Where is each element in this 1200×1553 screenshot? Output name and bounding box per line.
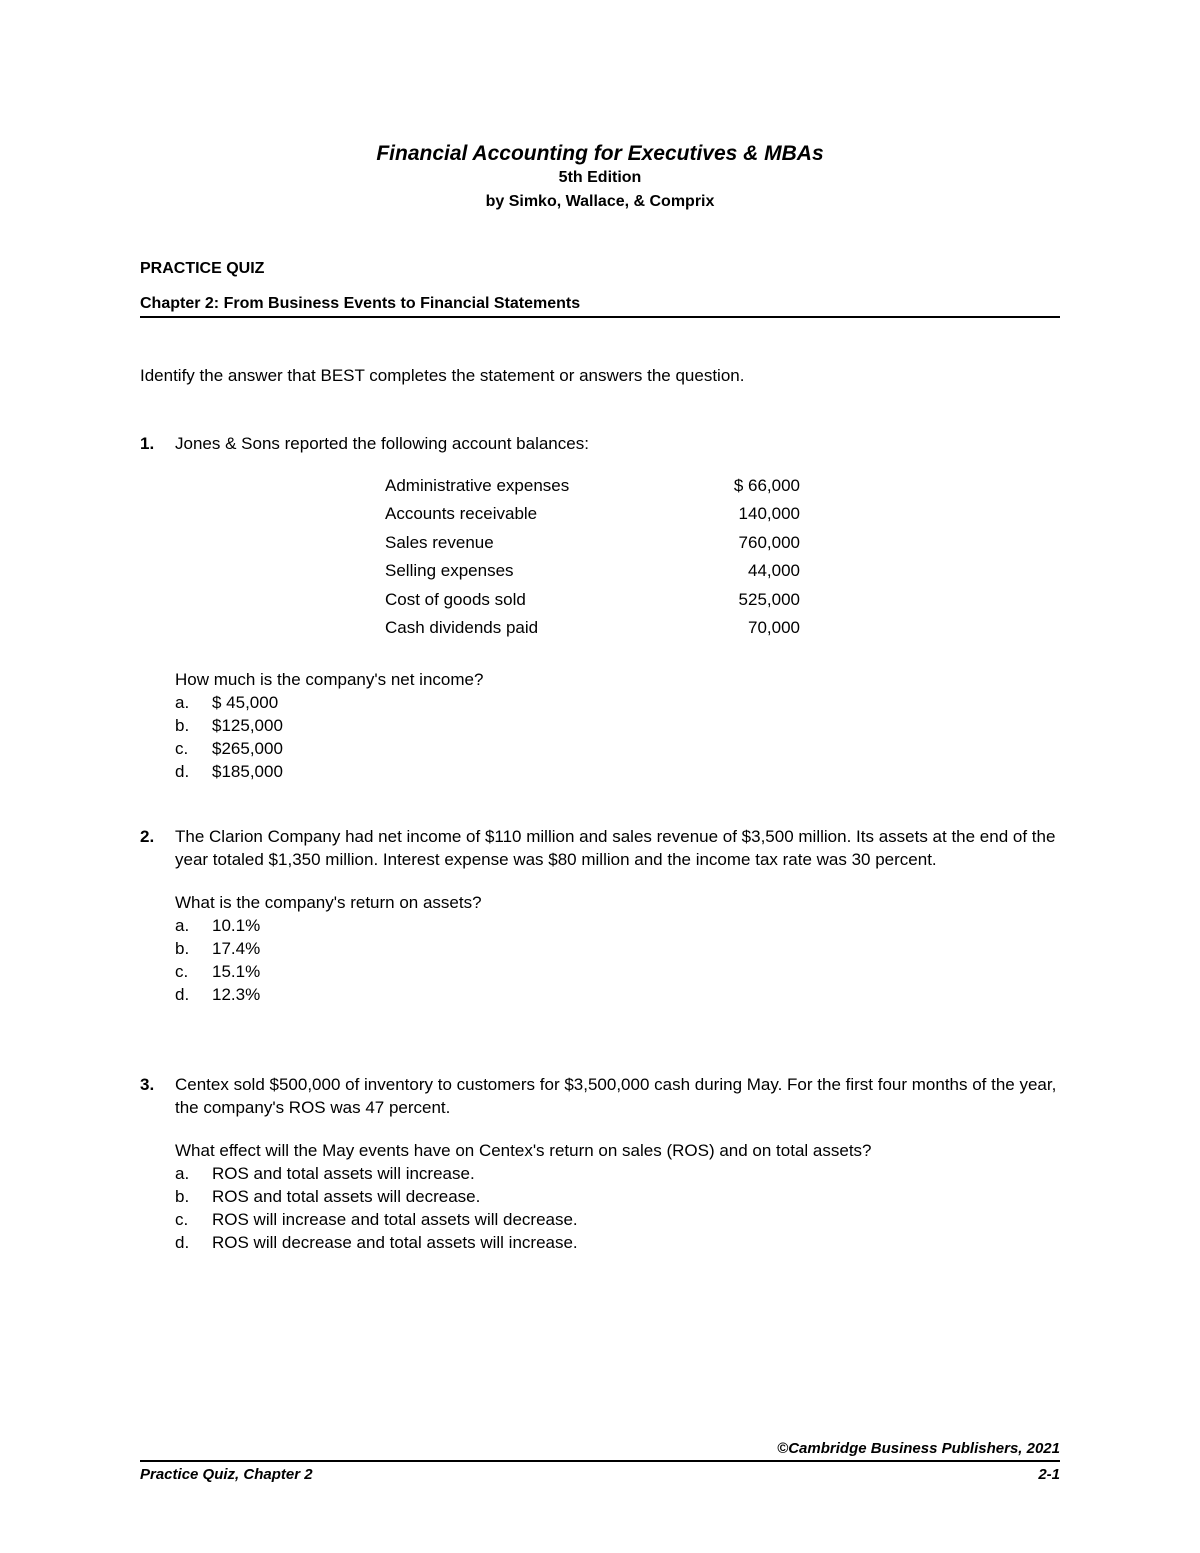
account-amount: 70,000	[748, 617, 800, 637]
account-name: Cash dividends paid	[385, 617, 539, 637]
account-name: Sales revenue	[385, 532, 494, 552]
answer-choice-a[interactable]: a. $ 45,000	[175, 693, 279, 712]
question-1	[140, 432, 1060, 455]
answer-choice-d[interactable]: d. ROS will decrease and total assets will increase.	[175, 1233, 578, 1252]
question-text: Centex sold $500,000 of inventory to customers for $3,500,000 cash during May. For the first four months of the year, the company's ROS was 47 percent.	[175, 1075, 1057, 1117]
account-amount: 44,000	[748, 561, 800, 581]
answer-choice-b[interactable]: b. ROS and total assets will decrease.	[175, 1187, 481, 1206]
question-prompt: How much is the company's net income?	[175, 670, 484, 689]
edition: 5th Edition	[558, 169, 642, 186]
quiz-label: PRACTICE QUIZ	[140, 260, 265, 277]
table-row	[385, 590, 800, 618]
question-1-prompt	[175, 668, 1055, 783]
account-amount: 760,000	[738, 532, 800, 552]
question-prompt: What is the company's return on assets?	[175, 893, 482, 912]
account-name: Accounts receivable	[385, 504, 538, 524]
header-divider	[140, 316, 1060, 318]
footer-title: Practice Quiz, Chapter 2	[140, 1466, 313, 1483]
account-name: Cost of goods sold	[385, 589, 526, 609]
table-row	[385, 476, 800, 504]
account-name: Administrative expenses	[385, 476, 570, 495]
page-number: 2-1	[1038, 1466, 1060, 1483]
question-number: 1.	[140, 434, 155, 453]
account-amount: 140,000	[738, 504, 800, 524]
table-row	[385, 533, 800, 561]
table-row	[385, 618, 800, 646]
question-prompt: What effect will the May events have on Centex's return on sales (ROS) and on total assets?	[175, 1141, 872, 1160]
answer-choice-a[interactable]: a. ROS and total assets will increase.	[175, 1164, 475, 1183]
question-text: The Clarion Company had net income of $110 million and sales revenue of $3,500 million. Its assets at the end of the year totaled $1,350 million. Interest expense was $80 million and the income tax rate was 30 percent.	[175, 827, 1056, 869]
question-number: 2.	[140, 827, 155, 846]
question-3	[140, 1073, 1060, 1254]
table-row	[385, 561, 800, 589]
chapter-title: Chapter 2: From Business Events to Financial Statements	[140, 295, 581, 312]
account-name: Selling expenses	[385, 561, 514, 581]
account-amount: $ 66,000	[733, 476, 800, 495]
question-number: 3.	[140, 1075, 155, 1094]
copyright-notice: ©Cambridge Business Publishers, 2021	[777, 1440, 1060, 1457]
answer-choice-c[interactable]: c. 15.1%	[175, 962, 261, 981]
answer-choice-d[interactable]: d. 12.3%	[175, 985, 261, 1004]
question-2	[140, 825, 1060, 1006]
answer-choice-b[interactable]: b. $125,000	[175, 716, 283, 735]
answer-choice-c[interactable]: c. $265,000	[175, 739, 283, 758]
question-prompt-block	[175, 1139, 1060, 1254]
instructions: Identify the answer that BEST completes the statement or answers the question.	[140, 366, 745, 385]
answer-choice-d[interactable]: d. $185,000	[175, 762, 283, 781]
question-text: Jones & Sons reported the following account balances:	[175, 434, 589, 453]
answer-choice-b[interactable]: b. 17.4%	[175, 939, 261, 958]
answer-choice-a[interactable]: a. 10.1%	[175, 916, 261, 935]
book-title: Financial Accounting for Executives & MBAs	[376, 142, 824, 165]
question-prompt-block	[175, 891, 1060, 1006]
authors: by Simko, Wallace, & Comprix	[485, 193, 715, 210]
account-balances-table	[385, 476, 800, 646]
answer-choice-c[interactable]: c. ROS will increase and total assets will decrease.	[175, 1210, 578, 1229]
footer-divider	[140, 1460, 1060, 1462]
account-amount: 525,000	[738, 589, 800, 609]
table-row	[385, 504, 800, 532]
